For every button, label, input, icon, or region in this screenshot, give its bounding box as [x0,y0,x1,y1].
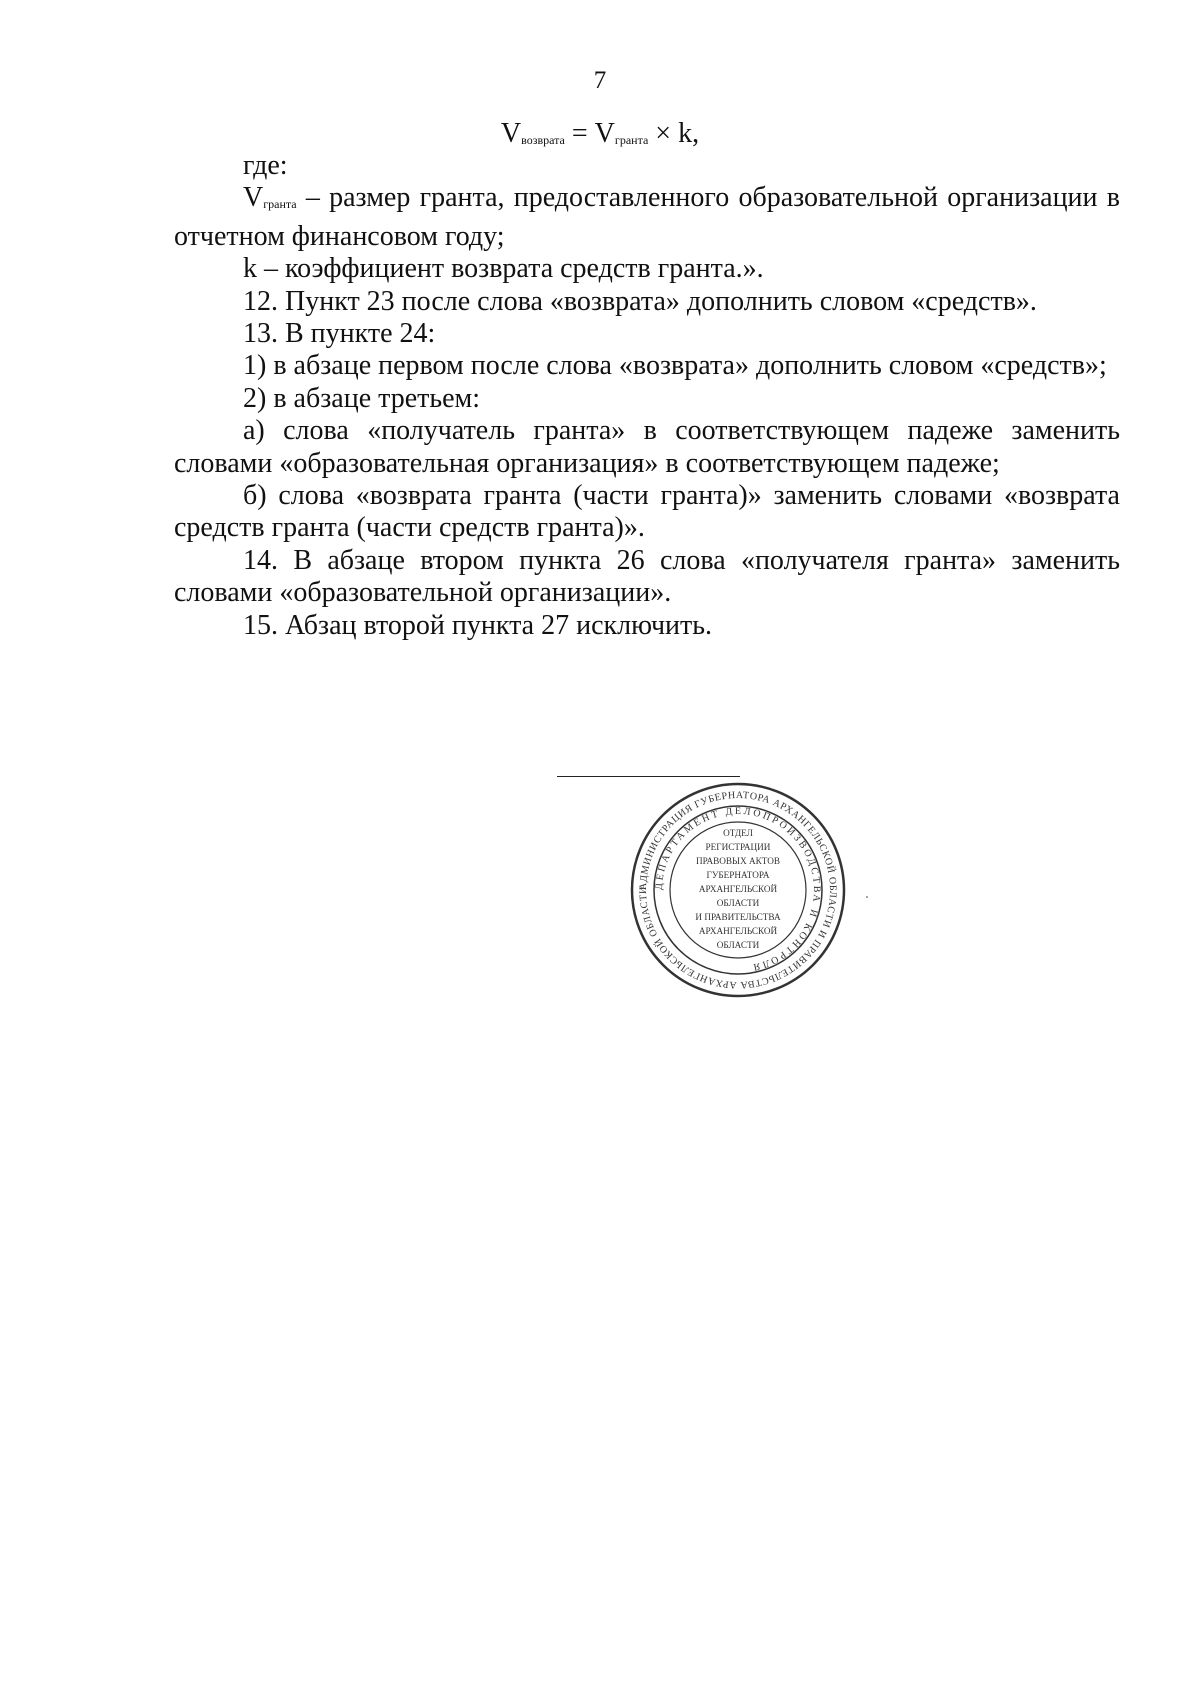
document-body [174,150,1120,642]
paragraph-item-13-2: 2) в абзаце третьем: [243,382,481,414]
vgrant-symbol-subscript: гранта [263,197,297,212]
page-number: 7 [593,67,607,94]
seal-outer-text: АДМИНИСТРАЦИЯ ГУБЕРНАТОРА АРХАНГЕЛЬСКОЙ ОБЛАСТИ И ПРАВИТЕЛЬСТВА АРХАНГЕЛЬСКОЙ ОБЛАСТИ [637,789,839,991]
vgrant-definition-text: – размер гранта, предоставленного образовательной организации в отчетном финансовом году; [174,182,1120,252]
seal-center-line: ПРАВОВЫХ АКТОВ [695,856,781,866]
formula-equals: = [564,118,595,149]
seal-center-line: ОБЛАСТИ [716,940,760,950]
paragraph-item-13: 13. В пункте 24: [243,318,436,350]
signature-line [557,776,740,777]
scan-speck [866,896,868,898]
seal-center-line: ОТДЕЛ [723,828,753,838]
seal-center-line: АРХАНГЕЛЬСКОЙ [698,884,778,894]
paragraph-item-14: 14. В абзаце втором пункта 26 слова «получателя гранта» заменить словами «образовательной организации». [174,544,1120,609]
vgrant-symbol: V [243,182,264,214]
seal-center-line: И ПРАВИТЕЛЬСТВА [695,912,781,922]
formula-v-return-subscript: возврата [521,133,565,147]
paragraph-item-13-2a: а) слова «получатель гранта» в соответствующем падеже заменить словами «образовательная организация» в соответствующем падеже; [174,415,1120,479]
formula-v-grant-subscript: гранта [614,133,649,147]
seal-graphic [629,781,847,999]
paragraph-item-13-2b: б) слова «возврата гранта (части гранта)» заменить словами «возврата средств гранта (части средств гранта)». [174,480,1120,544]
seal-center-line: РЕГИСТРАЦИИ [705,842,771,852]
seal-center-line: ГУБЕРНАТОРА [706,870,770,880]
formula-tail: × k, [648,118,700,149]
official-seal [629,781,847,999]
formula-v-return: V [500,118,522,149]
seal-center-line: АРХАНГЕЛЬСКОЙ [698,926,778,936]
seal-inner-text: ДЕПАРТАМЕНТ ДЕЛОПРОИЗВОДСТВА И КОНТРОЛЯ [653,805,823,973]
paragraph-k-definition: k – коэффициент возврата средств гранта.». [243,253,764,285]
paragraph-vgrant-definition [174,182,1120,253]
paragraph-where: где: [243,150,288,181]
paragraph-item-15: 15. Абзац второй пункта 27 исключить. [243,609,713,641]
formula-v-grant: V [594,118,615,149]
seal-center-line: ОБЛАСТИ [716,898,760,908]
paragraph-item-12: 12. Пункт 23 после слова «возврата» дополнить словом «средств». [243,285,1037,317]
paragraph-item-13-1: 1) в абзаце первом после слова «возврата» дополнить словом «средств»; [243,350,1107,382]
